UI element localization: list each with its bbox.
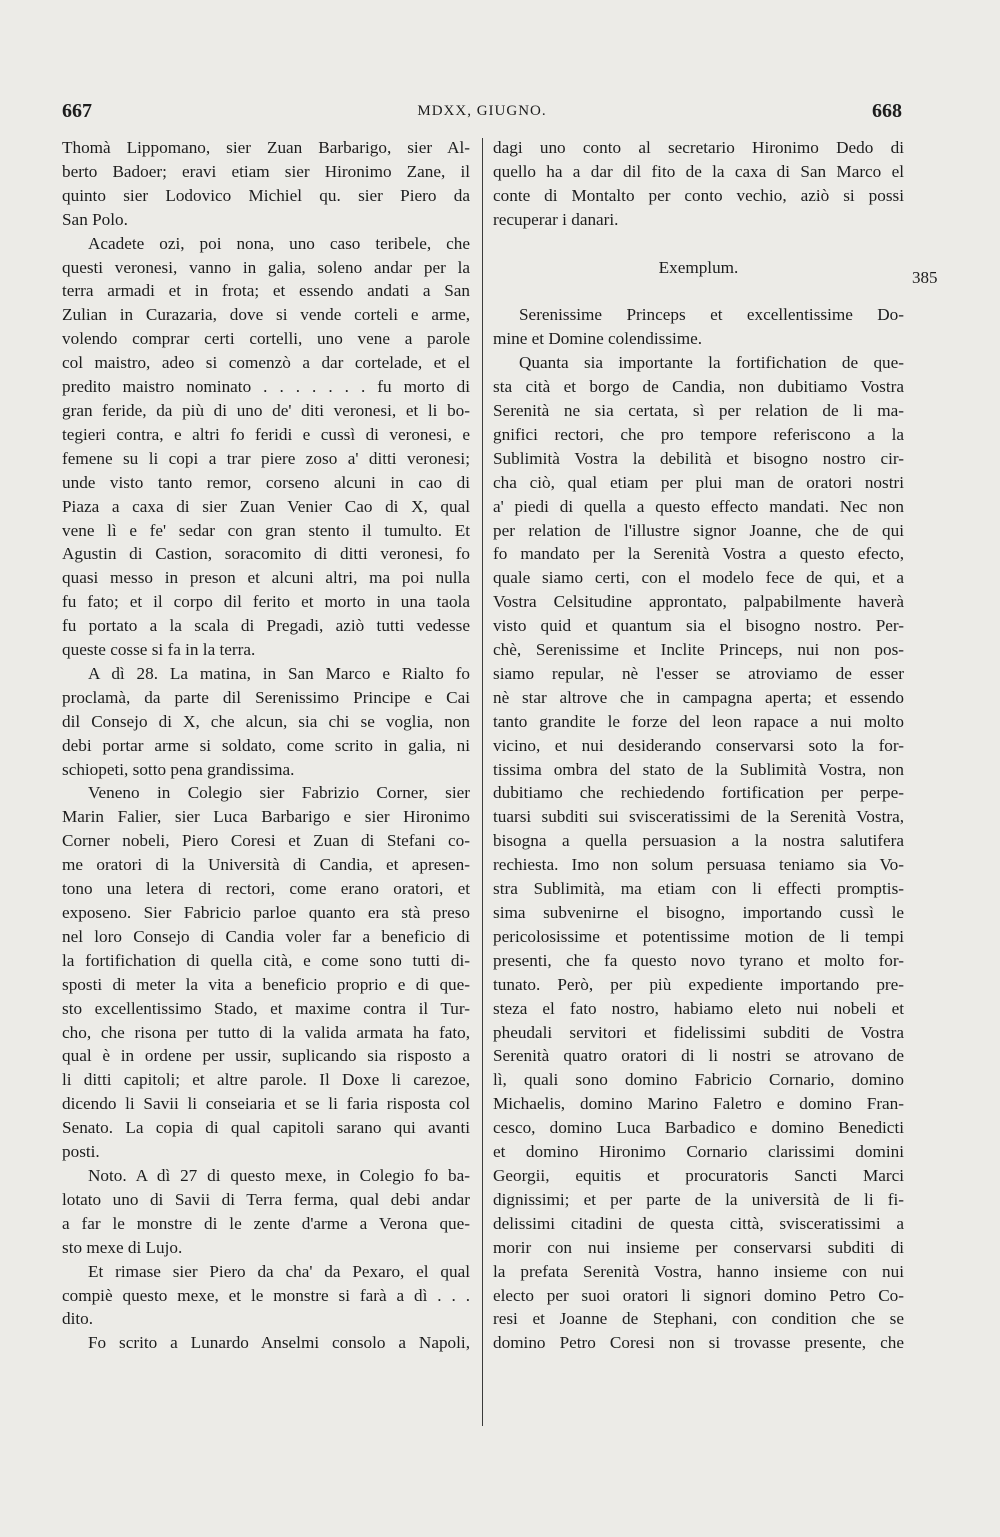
text-line: vicino, et nui desiderando conservarsi soto la for-	[493, 735, 904, 755]
text-line: unde visto tanto remor, corseno alcuni in cao di	[62, 472, 470, 492]
text-line: Georgii, equitis et procuratoris Sancti Marci	[493, 1165, 904, 1185]
text-line: Zulian in Curazaria, dove si vende corteli e arme,	[62, 305, 470, 325]
text-line: dicendo li Savii li conseiaria et se li faria risposta col	[62, 1094, 470, 1114]
text-line: a' piedi di quella a questo effecto mandati. Nec non	[493, 496, 904, 516]
text-line: tissima ombra del stato de la Sublimità Vostra, non	[493, 759, 904, 779]
column-divider	[482, 138, 483, 1426]
text-line: cesco, domino Luca Barbadico e domino Benedicti	[493, 1118, 904, 1138]
text-line: tunato. Però, per più expediente importando pre-	[493, 974, 904, 994]
text-line: mine et Domine colendissime.	[493, 329, 703, 349]
text-line: Noto. A dì 27 di questo mexe, in Colegio fo ba-	[88, 1165, 470, 1185]
text-line: Et rimase sier Piero da cha' da Pexaro, el qual	[88, 1261, 470, 1281]
text-line: berto Badoer; eravi etiam sier Hironimo Zane, il	[62, 161, 470, 181]
text-line: a far le monstre di le zente d'arme a Verona que-	[62, 1213, 470, 1233]
text-line: conte di Montalto per conto vechio, aziò si possi	[493, 185, 904, 205]
text-line: posti.	[62, 1142, 100, 1162]
text-line: fu portato a la scala di Pregadi, aziò tutti vedesse	[62, 616, 470, 636]
text-line: bisogna a quella persuasion a la nostra salutifera	[493, 831, 904, 851]
text-line: fu fato; et il corpo dil ferito et morto in una taola	[62, 592, 470, 612]
text-line: dil Consejo di X, che alcun, sia chi se voglia, non	[62, 711, 470, 731]
text-line: nel loro Consejo di Candia voler far a beneficio di	[62, 926, 470, 946]
text-line: Veneno in Colegio sier Fabrizio Corner, sier	[88, 783, 470, 803]
text-line: li ditti capitoli; et altre parole. Il Doxe li carezoe,	[62, 1070, 470, 1090]
text-line: Acadete ozi, poi nona, uno caso teribele, che	[88, 233, 470, 253]
text-line: stra Sublimità, ma etiam con li effecti promptis-	[493, 879, 904, 899]
text-line: Senato. La copia di qual capitoli sarano qui avanti	[62, 1118, 470, 1138]
text-line: pericolosissime et potentissime motion de li tempi	[493, 926, 904, 946]
text-line: San Polo.	[62, 209, 128, 229]
text-line: col maistro, adeo si comenzò a dar cortelade, et el	[62, 353, 470, 373]
text-line: Agustin di Castion, soracomito di ditti veronesi, fo	[62, 544, 470, 564]
right-column	[493, 136, 904, 1355]
text-line: recuperar i danari.	[493, 209, 619, 229]
text-line: debi portar arme si soldato, come scrito in galia, ni	[62, 735, 470, 755]
text-line: siamo repular, nè l'esser se atroviamo de esser	[493, 663, 904, 683]
left-page-number: 667	[62, 100, 92, 122]
text-line: sto excellentissimo Stado, et maxime contra il Tur-	[62, 998, 470, 1018]
text-line: quale siamo certi, con el modelo fece de qui, et a	[493, 568, 904, 588]
text-line: queste cosse si fa in la terra.	[62, 640, 256, 660]
text-line: volendo comprar certi cortelli, uno vene a parole	[62, 329, 470, 349]
text-line: terra armadi et in frota; et essendo andati a San	[62, 281, 470, 301]
text-line: fo mandato per la Serenità Vostra a questo efecto,	[493, 544, 904, 564]
text-line: me oratori di la Università di Candia, et apresen-	[62, 855, 470, 875]
text-line	[493, 279, 904, 303]
text-line: proclamà, da parte dil Serenissimo Principe e Cai	[62, 687, 470, 707]
text-line: per relation de l'illustre signor Joanne, che de qui	[493, 520, 904, 540]
text-line: pheudali servitori et fidelissimi subditi de Vostra	[493, 1022, 904, 1042]
text-line: Vostra Celsitudine approntato, palpabilmente haverà	[493, 592, 904, 612]
text-line	[493, 232, 904, 256]
text-line: dignissimi; et per parte de la università de li fi-	[493, 1189, 904, 1209]
text-line: visto quid et quantum sia el bisogno nostro. Per-	[493, 616, 904, 636]
text-line: femene su li copi a trar piere zoso a' ditti veronesi;	[62, 448, 470, 468]
text-line: exposeno. Sier Fabricio parloe quanto era stà preso	[62, 903, 470, 922]
text-line: morir con nui insieme per conservarsi subditi di	[493, 1237, 904, 1257]
text-line: la fortifichation di quella cità, e come sono tutti di-	[62, 950, 470, 970]
text-line: Corner nobeli, Piero Coresi et Zuan di Stefani co-	[62, 831, 470, 851]
text-line: quasi messo in preson et alcuni altri, ma poi nulla	[62, 568, 470, 588]
text-line: vene lì e fe' sedar con gran stento il tumulto. Et	[62, 520, 470, 540]
text-line: domino Petro Coresi non si trovasse presente, che	[493, 1333, 904, 1353]
text-line: Marin Falier, sier Luca Barbarigo e sier Hironimo	[62, 807, 470, 827]
running-title: MDXX, GIUGNO.	[417, 103, 547, 119]
text-line: lì, quali sono domino Fabricio Cornario, domino	[493, 1070, 904, 1090]
text-line: tegieri contra, e altri fo feridi e cussì di veronesi, e	[62, 424, 470, 444]
text-line: rechiesta. Imo non solum persuasa teniamo sia Vo-	[493, 855, 904, 875]
text-line: chè, Serenissime et Inclite Princeps, nui non pos-	[493, 640, 904, 660]
text-line: quello ha a dar dil fito de la caxa di San Marco el	[493, 161, 904, 181]
text-line: sta cità et borgo de Candia, non dubitiamo Vostra	[493, 377, 904, 397]
text-line: et domino Hironimo Cornario clarissimi domini	[493, 1142, 904, 1162]
text-line: dubitiamo che rechiedendo fortification per perpe-	[493, 783, 904, 803]
text-line: Serenità quatro oratori di li nostri se atrovano de	[493, 1046, 904, 1066]
text-line: lotato uno di Savii di Terra ferma, qual debi andar	[62, 1189, 470, 1209]
text-line: electo per suoi oratori li signori domino Petro Co-	[493, 1285, 904, 1305]
text-line: gran feride, da più di uno de' diti veronesi, et li bo-	[62, 400, 470, 420]
text-line: tuarsi subditi sui svisceratissimi de la Serenità Vostra,	[493, 807, 904, 827]
margin-line-number: 385	[912, 268, 938, 287]
text-line: sposti di meter la vita a beneficio proprio e di que-	[62, 974, 470, 994]
text-line: resi et Joanne de Stephani, con condition che se	[493, 1309, 904, 1329]
text-line: gnifici rectori, che pro tempore referiscono a la	[493, 424, 904, 444]
text-line: Serenissime Princeps et excellentissime Do-	[519, 305, 904, 325]
text-line: Exemplum.	[658, 257, 739, 277]
text-line: schiopeti, sotto pena grandissima.	[62, 759, 295, 779]
text-line: Thomà Lippomano, sier Zuan Barbarigo, sier Al-	[62, 138, 470, 157]
text-line: qual è in ordene per ussir, suplicando sia risposto a	[62, 1046, 470, 1066]
text-line: quinto sier Lodovico Michiel qu. sier Piero da	[62, 185, 470, 205]
text-line: delissimi citadini de questa città, svisceratissimi a	[493, 1213, 904, 1233]
text-line: sima subvenirne el bisogno, importando cussì le	[493, 903, 904, 922]
text-line: questi veronesi, vanno in galia, soleno andar per la	[62, 257, 470, 277]
text-line: Quanta sia importante la fortifichation de que-	[519, 353, 904, 373]
text-line: Fo scrito a Lunardo Anselmi consolo a Napoli,	[88, 1333, 470, 1353]
right-page-number: 668	[872, 100, 902, 122]
text-line: Piaza a caxa di sier Zuan Venier Cao di X, qual	[62, 496, 470, 516]
text-line: Sublimità Vostra la debilità et bisogno nostro cir-	[493, 448, 904, 468]
text-line: predito maistro nominato . . . . . . . fu morto di	[62, 377, 470, 397]
text-line: compiè questo mexe, et le monstre si farà a dì . . .	[62, 1285, 470, 1305]
text-line: dito.	[62, 1309, 94, 1329]
text-line: presenti, che fa questo novo tyrano et molto for-	[493, 950, 904, 970]
text-line: nè star altrove che in campagna aperta; et essendo	[493, 687, 904, 707]
text-line: tono una letera di rectori, come erano oratori, et	[62, 879, 470, 899]
running-header	[62, 100, 902, 128]
text-line: tanto grandite le forze del leon rapace a nui molto	[493, 711, 904, 731]
left-column	[62, 136, 470, 1355]
text-line: steza el fato nostro, habiamo eleto nui nobeli et	[493, 998, 904, 1018]
text-line: Serenità ne sia certata, sì per relation de li ma-	[493, 400, 904, 420]
text-line: cha ciò, qual etiam per plui man de oratori nostri	[493, 472, 904, 492]
text-line: la prefata Serenità Vostra, hanno insieme con nui	[493, 1261, 904, 1281]
text-line: sto mexe di Lujo.	[62, 1237, 183, 1257]
text-line: A dì 28. La matina, in San Marco e Rialto fo	[88, 663, 470, 683]
text-line: dagi uno conto al secretario Hironimo Dedo di	[493, 138, 904, 157]
text-line: cho, che risona per tutto di la valida armata ha fato,	[62, 1022, 470, 1042]
text-line: Michaelis, domino Marino Faletro e domino Fran-	[493, 1094, 904, 1114]
